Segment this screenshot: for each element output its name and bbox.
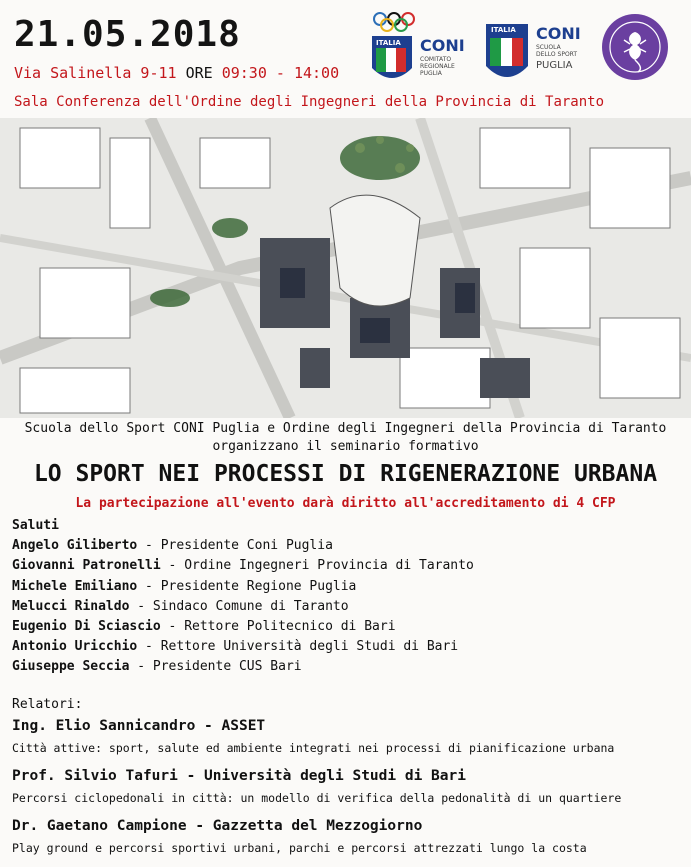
seminar-title: LO SPORT NEI PROCESSI DI RIGENERAZIONE URBANA [33,461,658,487]
address-ore: ORE [185,64,213,82]
list-item: Michele Emiliano - Presidente Regione Puglia [12,578,357,594]
event-venue: Sala Conferenza dell'Ordine degli Ingegneri della Provincia di Taranto [14,94,605,110]
event-address [14,64,339,82]
address-time: 09:30 - 14:00 [221,64,340,82]
ordine-ingegneri-logo [600,12,670,82]
list-item: Giovanni Patronelli - Ordine Ingegneri Provincia di Taranto [12,558,474,574]
talk-title: Città attive: sport, salute ed ambiente integrati nei processi di pianificazione urbana [12,741,615,755]
saluti-label: Saluti [12,518,59,533]
coni-regionale-logo: ITALIA CONI COMITATO REGIONALE PUGLIA [370,10,470,88]
event-header [0,0,691,118]
list-item: Giuseppe Seccia - Presidente CUS Bari [12,659,302,675]
saluti-section [12,516,474,678]
list-item: Antonio Uricchio - Rettore Università degli Studi di Bari [12,639,459,655]
scorpion-seal-icon [600,12,670,82]
speaker-name: Dr. Gaetano Campione - Gazzetta del Mezzogiorno [12,818,423,834]
coni-scuola-logo: ITALIA CONI SCUOLA DELLO SPORT PUGLIA [484,22,584,88]
intro-organizers: Scuola dello Sport CONI Puglia e Ordine degli Ingegneri della Provincia di Taranto [24,421,667,436]
list-item: Angelo Giliberto - Presidente Coni Puglia [12,538,333,554]
cfp-note: La partecipazione all'evento darà diritto all'accreditamento di 4 CFP [75,496,616,511]
speaker-name: Ing. Elio Sannicandro - ASSET [12,718,266,734]
event-date: 21.05.2018 [14,14,241,55]
address-street: Via Salinella 9-11 [14,64,177,82]
speaker-name: Prof. Silvio Tafuri - Università degli Studi di Bari [12,768,466,784]
relatori-label: Relatori: [12,697,83,712]
talk-title: Percorsi ciclopedonali in città: un modello di verifica della pedonalità di un quartiere [12,791,622,805]
event-intro [0,420,691,456]
intro-subtitle: organizzano il seminario formativo [212,439,479,454]
aerial-city-image [0,118,691,418]
list-item: Eugenio Di Sciascio - Rettore Politecnico di Bari [12,619,396,635]
list-item: Melucci Rinaldo - Sindaco Comune di Taranto [12,598,349,614]
talk-title: Play ground e percorsi sportivi urbani, parchi e percorsi attrezzati lungo la costa [12,841,587,855]
